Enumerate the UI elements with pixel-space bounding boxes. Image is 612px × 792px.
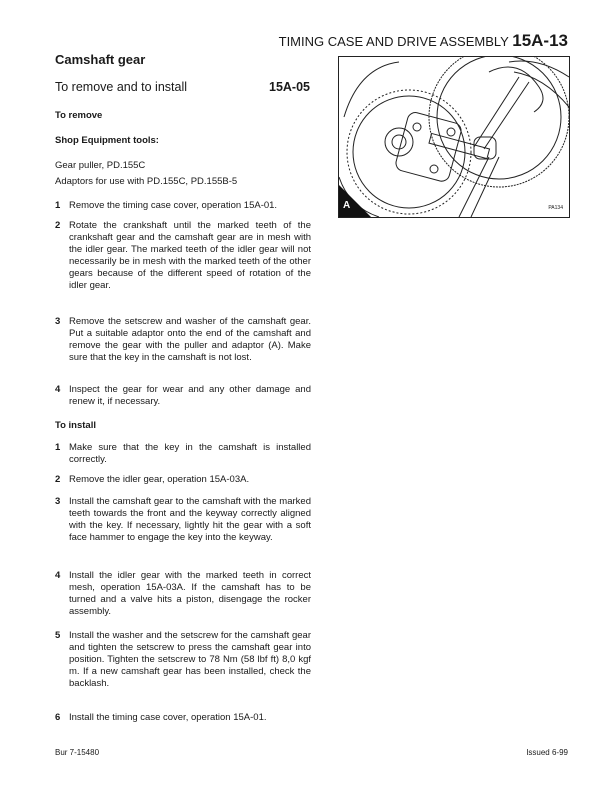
remove-step xyxy=(55,220,311,292)
gear-puller-illustration xyxy=(338,56,570,218)
install-step xyxy=(55,570,311,618)
step-number: 4 xyxy=(55,570,61,581)
tool-item: Adaptors for use with PD.155C, PD.155B-5 xyxy=(55,176,238,187)
remove-heading: To remove xyxy=(55,110,103,121)
figure-label: A xyxy=(343,200,351,211)
tool-item: Gear puller, PD.155C xyxy=(55,160,146,171)
footer-issue-date: Issued 6-99 xyxy=(526,748,568,757)
install-step xyxy=(55,712,311,724)
operation-name: To remove and to install xyxy=(55,80,188,94)
step-text: Install the washer and the setscrew for the camshaft gear and tighten the setscrew to press the camshaft gear into position. Tighten the setscrew to 78 Nm (58 lbf ft) 8,0 kgf m. If a new camshaft gear has been installed, check the backlash. xyxy=(69,630,311,689)
step-text: Remove the setscrew and washer of the camshaft gear. Put a suitable adaptor onto the end of the camshaft and remove the gear with the puller and adaptor (A). Make sure that the key in the camshaft is not lost. xyxy=(69,316,311,363)
install-step xyxy=(55,630,311,690)
install-heading: To install xyxy=(55,420,96,431)
install-step xyxy=(55,474,311,486)
install-step xyxy=(55,442,311,466)
step-text: Remove the idler gear, operation 15A-03A. xyxy=(69,474,250,485)
section-title: TIMING CASE AND DRIVE ASSEMBLY xyxy=(278,34,509,49)
footer-doc-number: Bur 7-15480 xyxy=(55,748,100,757)
step-number: 2 xyxy=(55,474,61,485)
remove-step xyxy=(55,384,311,408)
step-text: Install the idler gear with the marked teeth in correct mesh, operation 15A-03A. If the camshaft has to be turned and a valve hits a piston, disengage the rocker assembly. xyxy=(69,570,311,617)
page-number: 15A-13 xyxy=(512,31,568,50)
step-text: Install the camshaft gear to the camshaft with the marked teeth towards the front and the keyway correctly aligned with the key. If necessary, lightly hit the gear with a soft face hammer to engage the key into the keyway. xyxy=(69,496,311,543)
operation-code: 15A-05 xyxy=(269,80,310,94)
step-number: 6 xyxy=(55,712,61,723)
step-number: 3 xyxy=(55,316,61,327)
tools-heading: Shop Equipment tools: xyxy=(55,135,159,146)
step-number: 3 xyxy=(55,496,61,507)
step-number: 2 xyxy=(55,220,61,231)
figure-code: PA134 xyxy=(548,205,563,211)
step-number: 4 xyxy=(55,384,61,395)
remove-step xyxy=(55,200,311,212)
step-text: Rotate the crankshaft until the marked teeth of the crankshaft gear and the camshaft gear are in mesh with the idler gear. The marked teeth of the idler gear will not necessarily be in mesh with the marked teeth of the other gears because of the different speed of rotation of the idler gear. xyxy=(69,220,311,291)
step-text: Inspect the gear for wear and any other damage and renew it, if necessary. xyxy=(69,384,311,407)
operation-title xyxy=(55,80,310,94)
page-header xyxy=(279,31,568,51)
illustration-drawing xyxy=(339,57,569,217)
step-number: 1 xyxy=(55,200,61,211)
step-text: Make sure that the key in the camshaft is installed correctly. xyxy=(69,442,311,465)
remove-step xyxy=(55,316,311,364)
install-step xyxy=(55,496,311,544)
page-heading: Camshaft gear xyxy=(55,52,146,67)
step-number: 5 xyxy=(55,630,61,641)
step-number: 1 xyxy=(55,442,61,453)
step-text: Remove the timing case cover, operation 15A-01. xyxy=(69,200,278,211)
step-text: Install the timing case cover, operation 15A-01. xyxy=(69,712,267,723)
